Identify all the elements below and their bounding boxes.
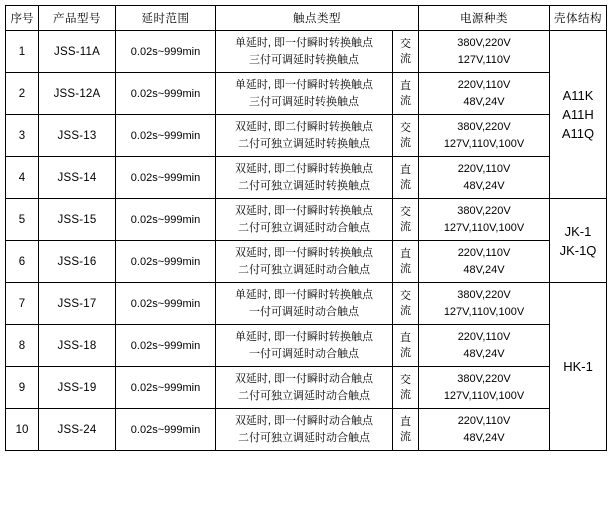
power-line-2: 127V,110V,100V xyxy=(443,137,525,150)
contact-line-1: 单延时, 即一付瞬时转换触点 xyxy=(234,78,374,91)
current-type-char-2: 流 xyxy=(400,304,411,317)
cell-case-structure-group-3 xyxy=(550,283,607,451)
contact-line-2: 二付可独立调延时动合触点 xyxy=(238,389,370,402)
current-type-char-2: 流 xyxy=(400,430,411,443)
cell-current-type xyxy=(393,115,419,157)
cell-power-voltage xyxy=(419,73,550,115)
cell-seq: 7 xyxy=(6,283,39,325)
current-type-char-2: 流 xyxy=(400,136,411,149)
cell-contact-type xyxy=(216,367,393,409)
cell-delay-range: 0.02s~999min xyxy=(116,115,216,157)
power-line-2: 48V,24V xyxy=(463,347,505,360)
contact-line-2: 一付可调延时动合触点 xyxy=(249,347,359,360)
cell-power-voltage xyxy=(419,115,550,157)
power-line-2: 48V,24V xyxy=(463,263,505,276)
cell-model: JSS-17 xyxy=(39,283,116,325)
cell-contact-type xyxy=(216,199,393,241)
cell-power-voltage xyxy=(419,325,550,367)
contact-line-1: 双延时, 即二付瞬时转换触点 xyxy=(234,120,374,133)
cell-contact-type xyxy=(216,115,393,157)
power-line-1: 380V,220V xyxy=(457,372,511,385)
cell-delay-range: 0.02s~999min xyxy=(116,409,216,451)
cell-contact-type xyxy=(216,241,393,283)
table-header xyxy=(6,6,607,31)
cell-model: JSS-12A xyxy=(39,73,116,115)
cell-model: JSS-14 xyxy=(39,157,116,199)
column-header-seq: 序号 xyxy=(6,6,39,31)
case-line-2: A11H xyxy=(562,107,594,122)
cell-delay-range: 0.02s~999min xyxy=(116,73,216,115)
table-header-row xyxy=(6,6,607,31)
cell-delay-range: 0.02s~999min xyxy=(116,31,216,73)
cell-seq: 10 xyxy=(6,409,39,451)
cell-model: JSS-19 xyxy=(39,367,116,409)
power-line-1: 220V,110V xyxy=(457,246,511,259)
table-row xyxy=(6,73,607,115)
current-type-char-2: 流 xyxy=(400,178,411,191)
column-header-case-structure: 壳体结构 xyxy=(550,6,607,31)
cell-current-type xyxy=(393,367,419,409)
cell-seq: 8 xyxy=(6,325,39,367)
power-line-1: 380V,220V xyxy=(457,120,511,133)
contact-line-2: 一付可调延时动合触点 xyxy=(249,305,359,318)
cell-power-voltage xyxy=(419,31,550,73)
contact-line-2: 三付可调延时转换触点 xyxy=(249,53,359,66)
current-type-char-1: 交 xyxy=(400,289,411,302)
power-line-1: 220V,110V xyxy=(457,330,511,343)
cell-power-voltage xyxy=(419,241,550,283)
cell-current-type xyxy=(393,325,419,367)
contact-line-2: 二付可独立调延时转换触点 xyxy=(238,179,370,192)
cell-contact-type xyxy=(216,157,393,199)
case-line-2: JK-1Q xyxy=(559,242,597,258)
power-line-2: 127V,110V,100V xyxy=(443,221,525,234)
cell-seq: 1 xyxy=(6,31,39,73)
column-header-contact-type: 触点类型 xyxy=(216,6,419,31)
power-line-2: 48V,24V xyxy=(463,95,505,108)
case-line-3: A11Q xyxy=(561,126,595,141)
case-line-1: HK-1 xyxy=(563,359,593,374)
table-row xyxy=(6,115,607,157)
cell-seq: 3 xyxy=(6,115,39,157)
table-row xyxy=(6,409,607,451)
contact-line-1: 双延时, 即一付瞬时动合触点 xyxy=(234,372,374,385)
current-type-char-1: 交 xyxy=(400,121,411,134)
cell-model: JSS-11A xyxy=(39,31,116,73)
cell-case-structure-group-2 xyxy=(550,199,607,283)
current-type-char-1: 直 xyxy=(400,331,411,344)
power-line-1: 380V,220V xyxy=(457,36,511,49)
contact-line-2: 二付可独立调延时动合触点 xyxy=(238,431,370,444)
cell-power-voltage xyxy=(419,409,550,451)
current-type-char-1: 交 xyxy=(400,373,411,386)
contact-line-2: 二付可独立调延时动合触点 xyxy=(238,263,370,276)
cell-case-structure-group-1 xyxy=(550,31,607,199)
cell-current-type xyxy=(393,241,419,283)
current-type-char-2: 流 xyxy=(400,346,411,359)
case-line-1: JK-1 xyxy=(564,223,592,239)
table-row xyxy=(6,241,607,283)
contact-line-2: 三付可调延时转换触点 xyxy=(249,95,359,108)
cell-delay-range: 0.02s~999min xyxy=(116,283,216,325)
current-type-char-1: 直 xyxy=(400,247,411,260)
cell-current-type xyxy=(393,283,419,325)
current-type-char-1: 直 xyxy=(400,415,411,428)
cell-seq: 4 xyxy=(6,157,39,199)
cell-delay-range: 0.02s~999min xyxy=(116,199,216,241)
cell-current-type xyxy=(393,199,419,241)
cell-current-type xyxy=(393,31,419,73)
power-line-1: 380V,220V xyxy=(457,288,511,301)
current-type-char-1: 交 xyxy=(400,205,411,218)
cell-delay-range: 0.02s~999min xyxy=(116,325,216,367)
cell-seq: 5 xyxy=(6,199,39,241)
case-line-1: A11K xyxy=(562,88,594,103)
cell-contact-type xyxy=(216,73,393,115)
contact-line-1: 单延时, 即一付瞬时转换触点 xyxy=(234,330,374,343)
power-line-1: 220V,110V xyxy=(457,78,511,91)
power-line-2: 127V,110V,100V xyxy=(443,305,525,318)
column-header-power-type: 电源种类 xyxy=(419,6,550,31)
cell-delay-range: 0.02s~999min xyxy=(116,241,216,283)
cell-contact-type xyxy=(216,31,393,73)
current-type-char-1: 直 xyxy=(400,79,411,92)
cell-model: JSS-18 xyxy=(39,325,116,367)
contact-line-1: 单延时, 即一付瞬时转换触点 xyxy=(234,288,374,301)
cell-current-type xyxy=(393,157,419,199)
power-line-2: 48V,24V xyxy=(463,179,505,192)
table-row xyxy=(6,31,607,73)
cell-power-voltage xyxy=(419,283,550,325)
current-type-char-1: 直 xyxy=(400,163,411,176)
table-row xyxy=(6,199,607,241)
cell-seq: 9 xyxy=(6,367,39,409)
cell-delay-range: 0.02s~999min xyxy=(116,367,216,409)
current-type-char-2: 流 xyxy=(400,220,411,233)
power-line-2: 127V,110V,100V xyxy=(443,389,525,402)
cell-contact-type xyxy=(216,283,393,325)
table-body xyxy=(6,31,607,451)
cell-current-type xyxy=(393,73,419,115)
cell-model: JSS-13 xyxy=(39,115,116,157)
cell-power-voltage xyxy=(419,367,550,409)
power-line-1: 220V,110V xyxy=(457,414,511,427)
cell-model: JSS-24 xyxy=(39,409,116,451)
table-row xyxy=(6,283,607,325)
cell-contact-type xyxy=(216,325,393,367)
contact-line-1: 双延时, 即一付瞬时转换触点 xyxy=(234,204,374,217)
table-row xyxy=(6,325,607,367)
cell-contact-type xyxy=(216,409,393,451)
cell-current-type xyxy=(393,409,419,451)
cell-seq: 6 xyxy=(6,241,39,283)
current-type-char-2: 流 xyxy=(400,262,411,275)
current-type-char-2: 流 xyxy=(400,94,411,107)
cell-power-voltage xyxy=(419,157,550,199)
column-header-delay-range: 延时范围 xyxy=(116,6,216,31)
contact-line-2: 二付可独立调延时动合触点 xyxy=(238,221,370,234)
column-header-model: 产品型号 xyxy=(39,6,116,31)
table-row xyxy=(6,157,607,199)
current-type-char-1: 交 xyxy=(400,37,411,50)
contact-line-1: 双延时, 即一付瞬时动合触点 xyxy=(234,414,374,427)
cell-model: JSS-16 xyxy=(39,241,116,283)
contact-line-1: 双延时, 即二付瞬时转换触点 xyxy=(234,162,374,175)
cell-model: JSS-15 xyxy=(39,199,116,241)
product-specification-table xyxy=(5,5,607,451)
current-type-char-2: 流 xyxy=(400,52,411,65)
cell-delay-range: 0.02s~999min xyxy=(116,157,216,199)
contact-line-2: 二付可独立调延时转换触点 xyxy=(238,137,370,150)
power-line-2: 127V,110V xyxy=(457,53,511,66)
cell-seq: 2 xyxy=(6,73,39,115)
power-line-1: 380V,220V xyxy=(457,204,511,217)
contact-line-1: 单延时, 即一付瞬时转换触点 xyxy=(234,36,374,49)
power-line-2: 48V,24V xyxy=(463,431,505,444)
table-row xyxy=(6,367,607,409)
cell-power-voltage xyxy=(419,199,550,241)
power-line-1: 220V,110V xyxy=(457,162,511,175)
contact-line-1: 双延时, 即一付瞬时转换触点 xyxy=(234,246,374,259)
current-type-char-2: 流 xyxy=(400,388,411,401)
